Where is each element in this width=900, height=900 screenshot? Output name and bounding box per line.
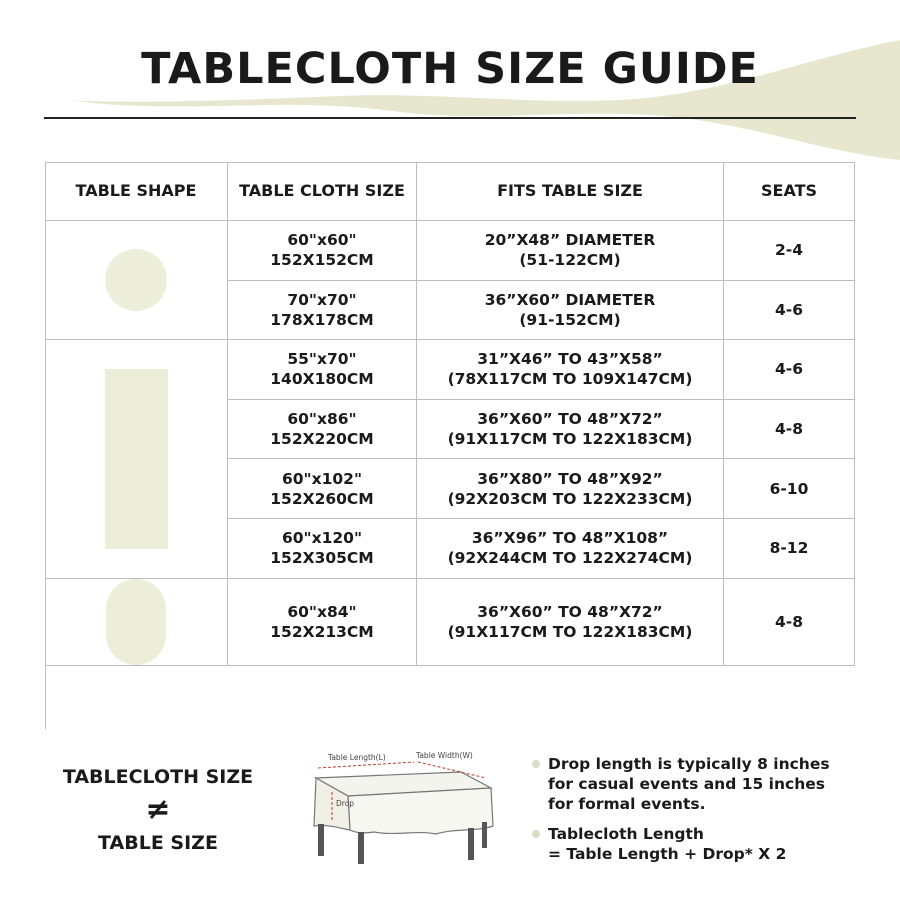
shape-cell-round	[45, 221, 228, 340]
cloth-size-text: 140X180CM	[270, 370, 374, 389]
header-seats: SEATS	[724, 162, 855, 221]
size-reminder	[40, 765, 276, 855]
fits-size-text: (92X244CM TO 122X274CM)	[447, 549, 693, 568]
cloth-size-cell	[228, 340, 417, 400]
header-cloth-size: TABLE CLOTH SIZE	[228, 162, 417, 221]
cloth-size-text: 152X220CM	[270, 430, 374, 449]
not-equal-icon: ≠	[145, 792, 171, 827]
cloth-size-cell	[228, 400, 417, 460]
seats-cell: 2-4	[724, 221, 855, 281]
fits-size-text: 36”X96” TO 48”X108”	[471, 529, 669, 548]
seats-cell: 4-6	[724, 281, 855, 341]
table-drop-diagram	[296, 748, 506, 866]
cloth-size-text: 178X178CM	[270, 310, 374, 329]
seats-cell: 8-12	[724, 519, 855, 579]
fits-size-cell	[417, 519, 724, 579]
fits-size-cell	[417, 579, 724, 667]
seats-cell: 6-10	[724, 459, 855, 519]
cloth-size-text: 60"x86"	[287, 410, 357, 429]
width-label: Table Width(W)	[416, 751, 473, 760]
fits-size-text: (91X117CM TO 122X183CM)	[447, 430, 693, 449]
cloth-size-cell	[228, 281, 417, 341]
cloth-size-cell	[228, 459, 417, 519]
header-table-shape: TABLE SHAPE	[45, 162, 228, 221]
cloth-size-text: 152X305CM	[270, 549, 374, 568]
shape-cell-rectangle	[45, 340, 228, 578]
title-divider	[44, 117, 856, 119]
shape-cell-oval	[45, 579, 228, 667]
cloth-size-cell	[228, 519, 417, 579]
cloth-size-text: 55"x70"	[287, 350, 357, 369]
cloth-size-text: 60"x102"	[281, 469, 363, 488]
cloth-size-text: 60"x60"	[287, 231, 357, 250]
fits-size-text: 36”X60” TO 48”X72”	[477, 410, 663, 429]
fits-size-text: (51-122CM)	[519, 251, 621, 270]
header-fits-size: FITS TABLE SIZE	[417, 162, 724, 221]
fits-size-text: 36”X80” TO 48”X92”	[477, 469, 663, 488]
fits-size-text: 31”X46” TO 43”X58”	[477, 350, 663, 369]
cloth-size-text: 152X152CM	[270, 251, 374, 270]
fits-size-text: (92X203CM TO 122X233CM)	[447, 489, 693, 508]
fits-size-cell	[417, 340, 724, 400]
fits-size-text: 20”X48” DIAMETER	[484, 231, 656, 250]
size-guide-table	[45, 162, 855, 729]
bullet-icon	[532, 760, 540, 768]
cloth-size-text: 70"x70"	[287, 290, 357, 309]
length-label: Table Length(L)	[328, 753, 386, 762]
fits-size-cell	[417, 400, 724, 460]
cloth-size-text: 152X260CM	[270, 489, 374, 508]
round-table-icon	[105, 249, 167, 311]
cloth-size-text: 60"x84"	[287, 602, 357, 621]
cloth-size-cell	[228, 221, 417, 281]
oval-table-icon	[106, 579, 166, 666]
fits-size-cell	[417, 221, 724, 281]
fits-size-text: (78X117CM TO 109X147CM)	[447, 370, 693, 389]
cloth-size-text: 60"x120"	[281, 529, 363, 548]
seats-cell: 4-8	[724, 400, 855, 460]
rectangle-table-icon	[105, 369, 168, 549]
notes-list	[532, 754, 872, 874]
fits-size-text: (91-152CM)	[519, 310, 621, 329]
note-drop-length: Drop length is typically 8 inches for casual events and 15 inches for formal events.	[532, 754, 872, 814]
page-title: TABLECLOTH SIZE GUIDE	[141, 44, 759, 94]
fits-size-cell	[417, 281, 724, 341]
tablecloth-size-text: TABLECLOTH SIZE	[62, 766, 254, 788]
drop-label: Drop	[336, 799, 355, 808]
seats-cell: 4-6	[724, 340, 855, 400]
seats-cell: 4-8	[724, 579, 855, 667]
table-size-text: TABLE SIZE	[98, 832, 218, 854]
fits-size-text: (91X117CM TO 122X183CM)	[447, 622, 693, 641]
cloth-size-cell	[228, 579, 417, 667]
note-tablecloth-length: Tablecloth Length = Table Length + Drop* X 2	[532, 824, 872, 864]
bullet-icon	[532, 830, 540, 838]
fits-size-cell	[417, 459, 724, 519]
cloth-size-text: 152X213CM	[270, 622, 374, 641]
fits-size-text: 36”X60” TO 48”X72”	[477, 602, 663, 621]
fits-size-text: 36”X60” DIAMETER	[484, 290, 656, 309]
